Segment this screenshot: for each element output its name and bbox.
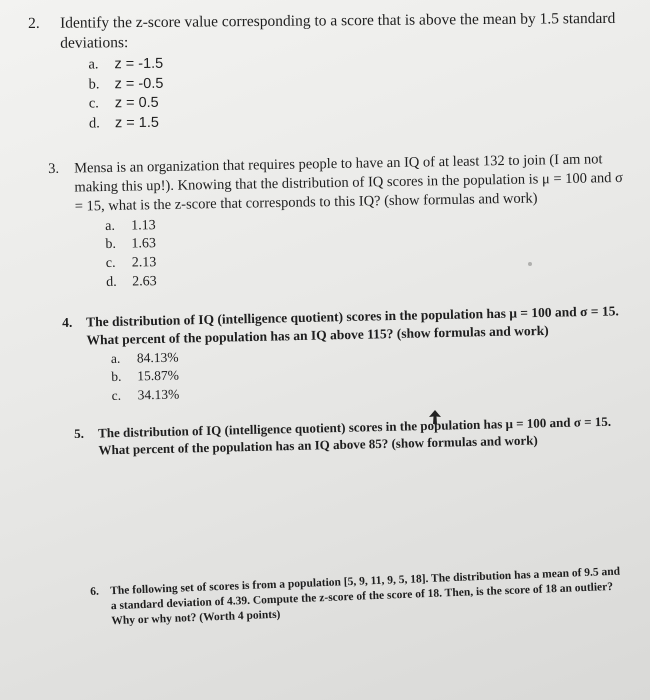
question-3 (48, 150, 630, 294)
option-c: c. 2.13 (105, 255, 157, 272)
question-6 (90, 564, 626, 629)
option-d: d. z = 1.5 (88, 114, 159, 132)
option-b: b. 1.63 (105, 236, 157, 253)
option-b: b. z = -0.5 (88, 75, 164, 93)
answer-options (88, 51, 619, 134)
answer-options (105, 208, 630, 293)
question-number: 3. (48, 160, 60, 177)
option-c: c. 34.13% (111, 386, 180, 403)
question-number: 4. (62, 314, 73, 330)
paper-smudge (528, 262, 532, 266)
answer-options (111, 339, 624, 404)
question-4 (62, 302, 624, 405)
question-number: 2. (28, 14, 40, 32)
question-text: The following set of scores is from a population [5, 9, 11, 9, 5, 18]. The distribution has a mean of 9.5 and a standard deviation of 4.39. Compute the z-score of the score of 18. Then, is the score of 18 an outlier? Why or why not? (Worth 4 points) (110, 565, 621, 628)
question-text: The distribution of IQ (intelligence quotient) scores in the population has μ = 100 and σ = 15. What percent of the population has an IQ above 115? (show formulas and work) (86, 303, 619, 348)
option-a: a. z = -1.5 (88, 56, 164, 73)
question-5 (74, 414, 625, 460)
question-2 (28, 9, 619, 135)
option-a: a. 1.13 (105, 217, 156, 234)
question-text: Identify the z-score value corresponding to a score that is above the mean by 1.5 standard deviations: (60, 9, 616, 52)
option-d: d. 2.63 (106, 274, 157, 291)
question-number: 5. (74, 425, 85, 441)
option-a: a. 84.13% (110, 349, 179, 367)
option-c: c. z = 0.5 (88, 95, 159, 112)
option-b: b. 15.87% (111, 367, 180, 385)
question-text: The distribution of IQ (intelligence quotient) scores in the population has μ = 100 and σ = 15. What percent of the population has an IQ above 85? (show formulas and work) (97, 413, 612, 458)
question-number: 6. (90, 585, 100, 598)
question-text: Mensa is an organization that requires people to have an IQ of at least 132 to join (I am not making this up!). Knowing that the distribution of IQ scores in the population is μ = 100 and σ = 15, what is the z-score that corresponds to this IQ? (show formulas and work) (74, 151, 624, 215)
